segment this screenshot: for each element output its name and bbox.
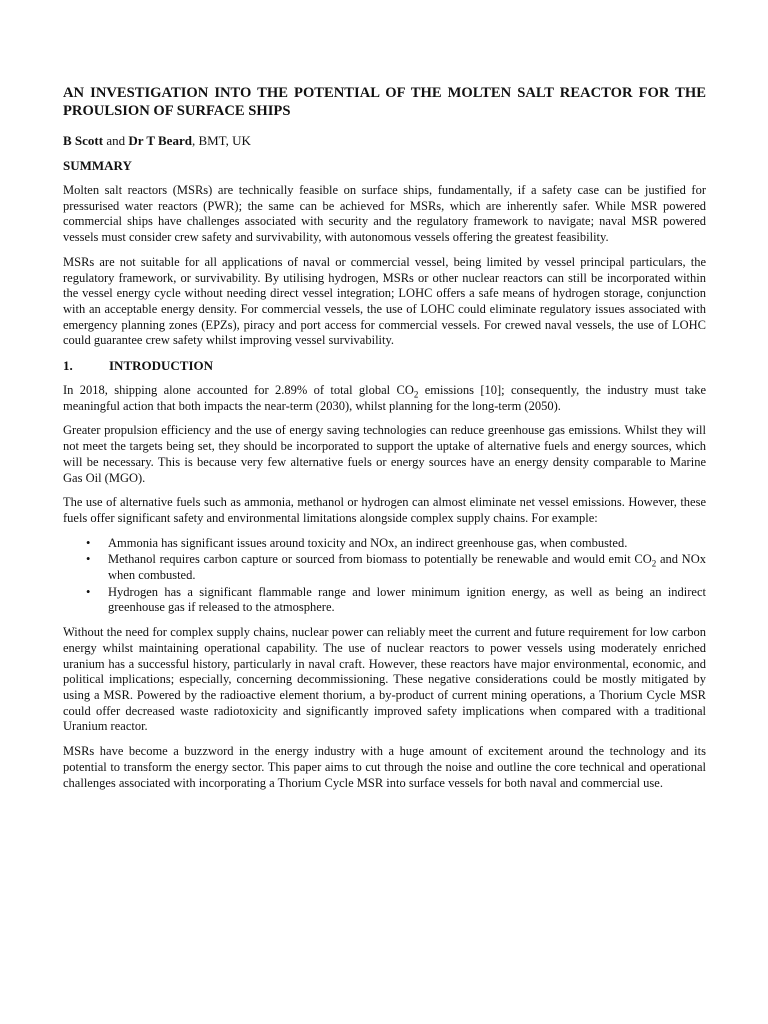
paper-title: AN INVESTIGATION INTO THE POTENTIAL OF THE MOLTEN SALT REACTOR FOR THE PROULSION OF SURFACE SHIPS xyxy=(63,85,706,119)
bullet-icon: • xyxy=(86,552,91,567)
list-item xyxy=(63,536,706,552)
text-run: In 2018, shipping alone accounted for 2.89% of total global CO xyxy=(63,383,414,398)
section-number: 1. xyxy=(63,358,73,374)
summary-heading: SUMMARY xyxy=(63,158,132,173)
introduction-paragraph-2: Greater propulsion efficiency and the use of energy saving technologies can reduce greenhouse gas emissions. Whilst they will not meet the targets being set, they should be incorporated to support the uptake of alternative fuels and energy sources, which will be necessary. This is because very few alternative fuels or energy sources have an energy density comparable to Marine Gas Oil (MGO). xyxy=(63,423,706,485)
page-content xyxy=(63,84,706,800)
author-line xyxy=(63,133,706,149)
section-title: INTRODUCTION xyxy=(109,358,214,374)
introduction-heading xyxy=(63,358,706,374)
list-item xyxy=(63,585,706,616)
author-conjunction: and xyxy=(106,133,126,148)
bullet-icon: • xyxy=(86,584,91,599)
introduction-paragraph-1 xyxy=(63,383,706,414)
introduction-paragraph-5: MSRs have become a buzzword in the energy industry with a huge amount of excitement around the technology and its potential to transform the energy sector. This paper aims to cut through the noise and outline the core technical and operational challenges associated with incorporating a Thorium Cycle MSR into surface vessels for both naval and commercial use. xyxy=(63,744,706,790)
list-item-text: Ammonia has significant issues around toxicity and NOx, an indirect greenhouse gas, when combusted. xyxy=(108,535,628,550)
author-affiliation: , BMT, UK xyxy=(191,133,251,148)
list-item-text: Hydrogen has a significant flammable range and lower minimum ignition energy, as well as being an indirect greenhouse gas if released to the atmosphere. xyxy=(108,584,706,615)
introduction-paragraph-4: Without the need for complex supply chains, nuclear power can reliably meet the current and future requirement for low carbon energy whilst maintaining operational capability. The use of nuclear reactors to power vessels using moderately enriched uranium has a successful history, particularly in naval craft. However, these reactors have major environmental, economic, and political implications; especially, concerning decommissioning. These negative considerations could be mostly mitigated by using a MSR. Powered by the radioactive element thorium, a by-product of current mining operations, a Thorium Cycle MSR could offer decreased waste radiotoxicity and significantly improved safety implications when compared with a traditional Uranium reactor. xyxy=(63,625,706,734)
text-run: emissions [10]; consequently, the industry must take meaningful action that both impacts the near-term (2030), whilst planning for the long-term (2050). xyxy=(63,383,707,413)
bullet-icon: • xyxy=(86,535,91,550)
summary-paragraph-2: MSRs are not suitable for all applications of naval or commercial vessel, being limited by vessel principal particulars, the regulatory framework, or survivability. By utilising hydrogen, MSRs or other nuclear reactors can still be incorporated within the vessel energy cycle without needing direct vessel integration; LOHC offers a safe means of hydrogen storage, conjunction with an acceptable energy density. For commercial vessels, the use of LOHC could eliminate regulatory issues associated with emergency planning zones (EPZs), piracy and port access for commercial vessels. For crewed naval vessels, the use of LOHC could guarantee crew safety whilst improving vessel survivability. xyxy=(63,254,706,348)
list-item-text: Methanol requires carbon capture or sourced from biomass to potentially be renewable and would emit CO xyxy=(108,552,652,567)
subscript-2: 2 xyxy=(413,389,419,400)
list-item xyxy=(63,552,706,583)
introduction-paragraph-3: The use of alternative fuels such as ammonia, methanol or hydrogen can almost eliminate net vessel emissions. However, these fuels offer significant safety and environmental limitations alongside complex supply chains. For example: xyxy=(63,495,706,525)
summary-paragraph-1: Molten salt reactors (MSRs) are technically feasible on surface ships, fundamentally, if a safety case can be justified for pressurised water reactors (PWR); the same can be achieved for MSRs, which are inherently safer. While MSR powered commercial ships have challenges associated with security and the regulatory framework to navigate; naval MSR powered vessels must consider crew safety and survivability, with autonomous vessels offering the greatest feasibility. xyxy=(63,183,706,245)
list-item-text: and NOx when combusted. xyxy=(108,552,706,583)
fuel-bullet-list xyxy=(63,536,706,617)
subscript-2: 2 xyxy=(651,558,657,569)
author-2: Dr T Beard xyxy=(128,133,192,148)
author-1: B Scott xyxy=(63,133,104,148)
